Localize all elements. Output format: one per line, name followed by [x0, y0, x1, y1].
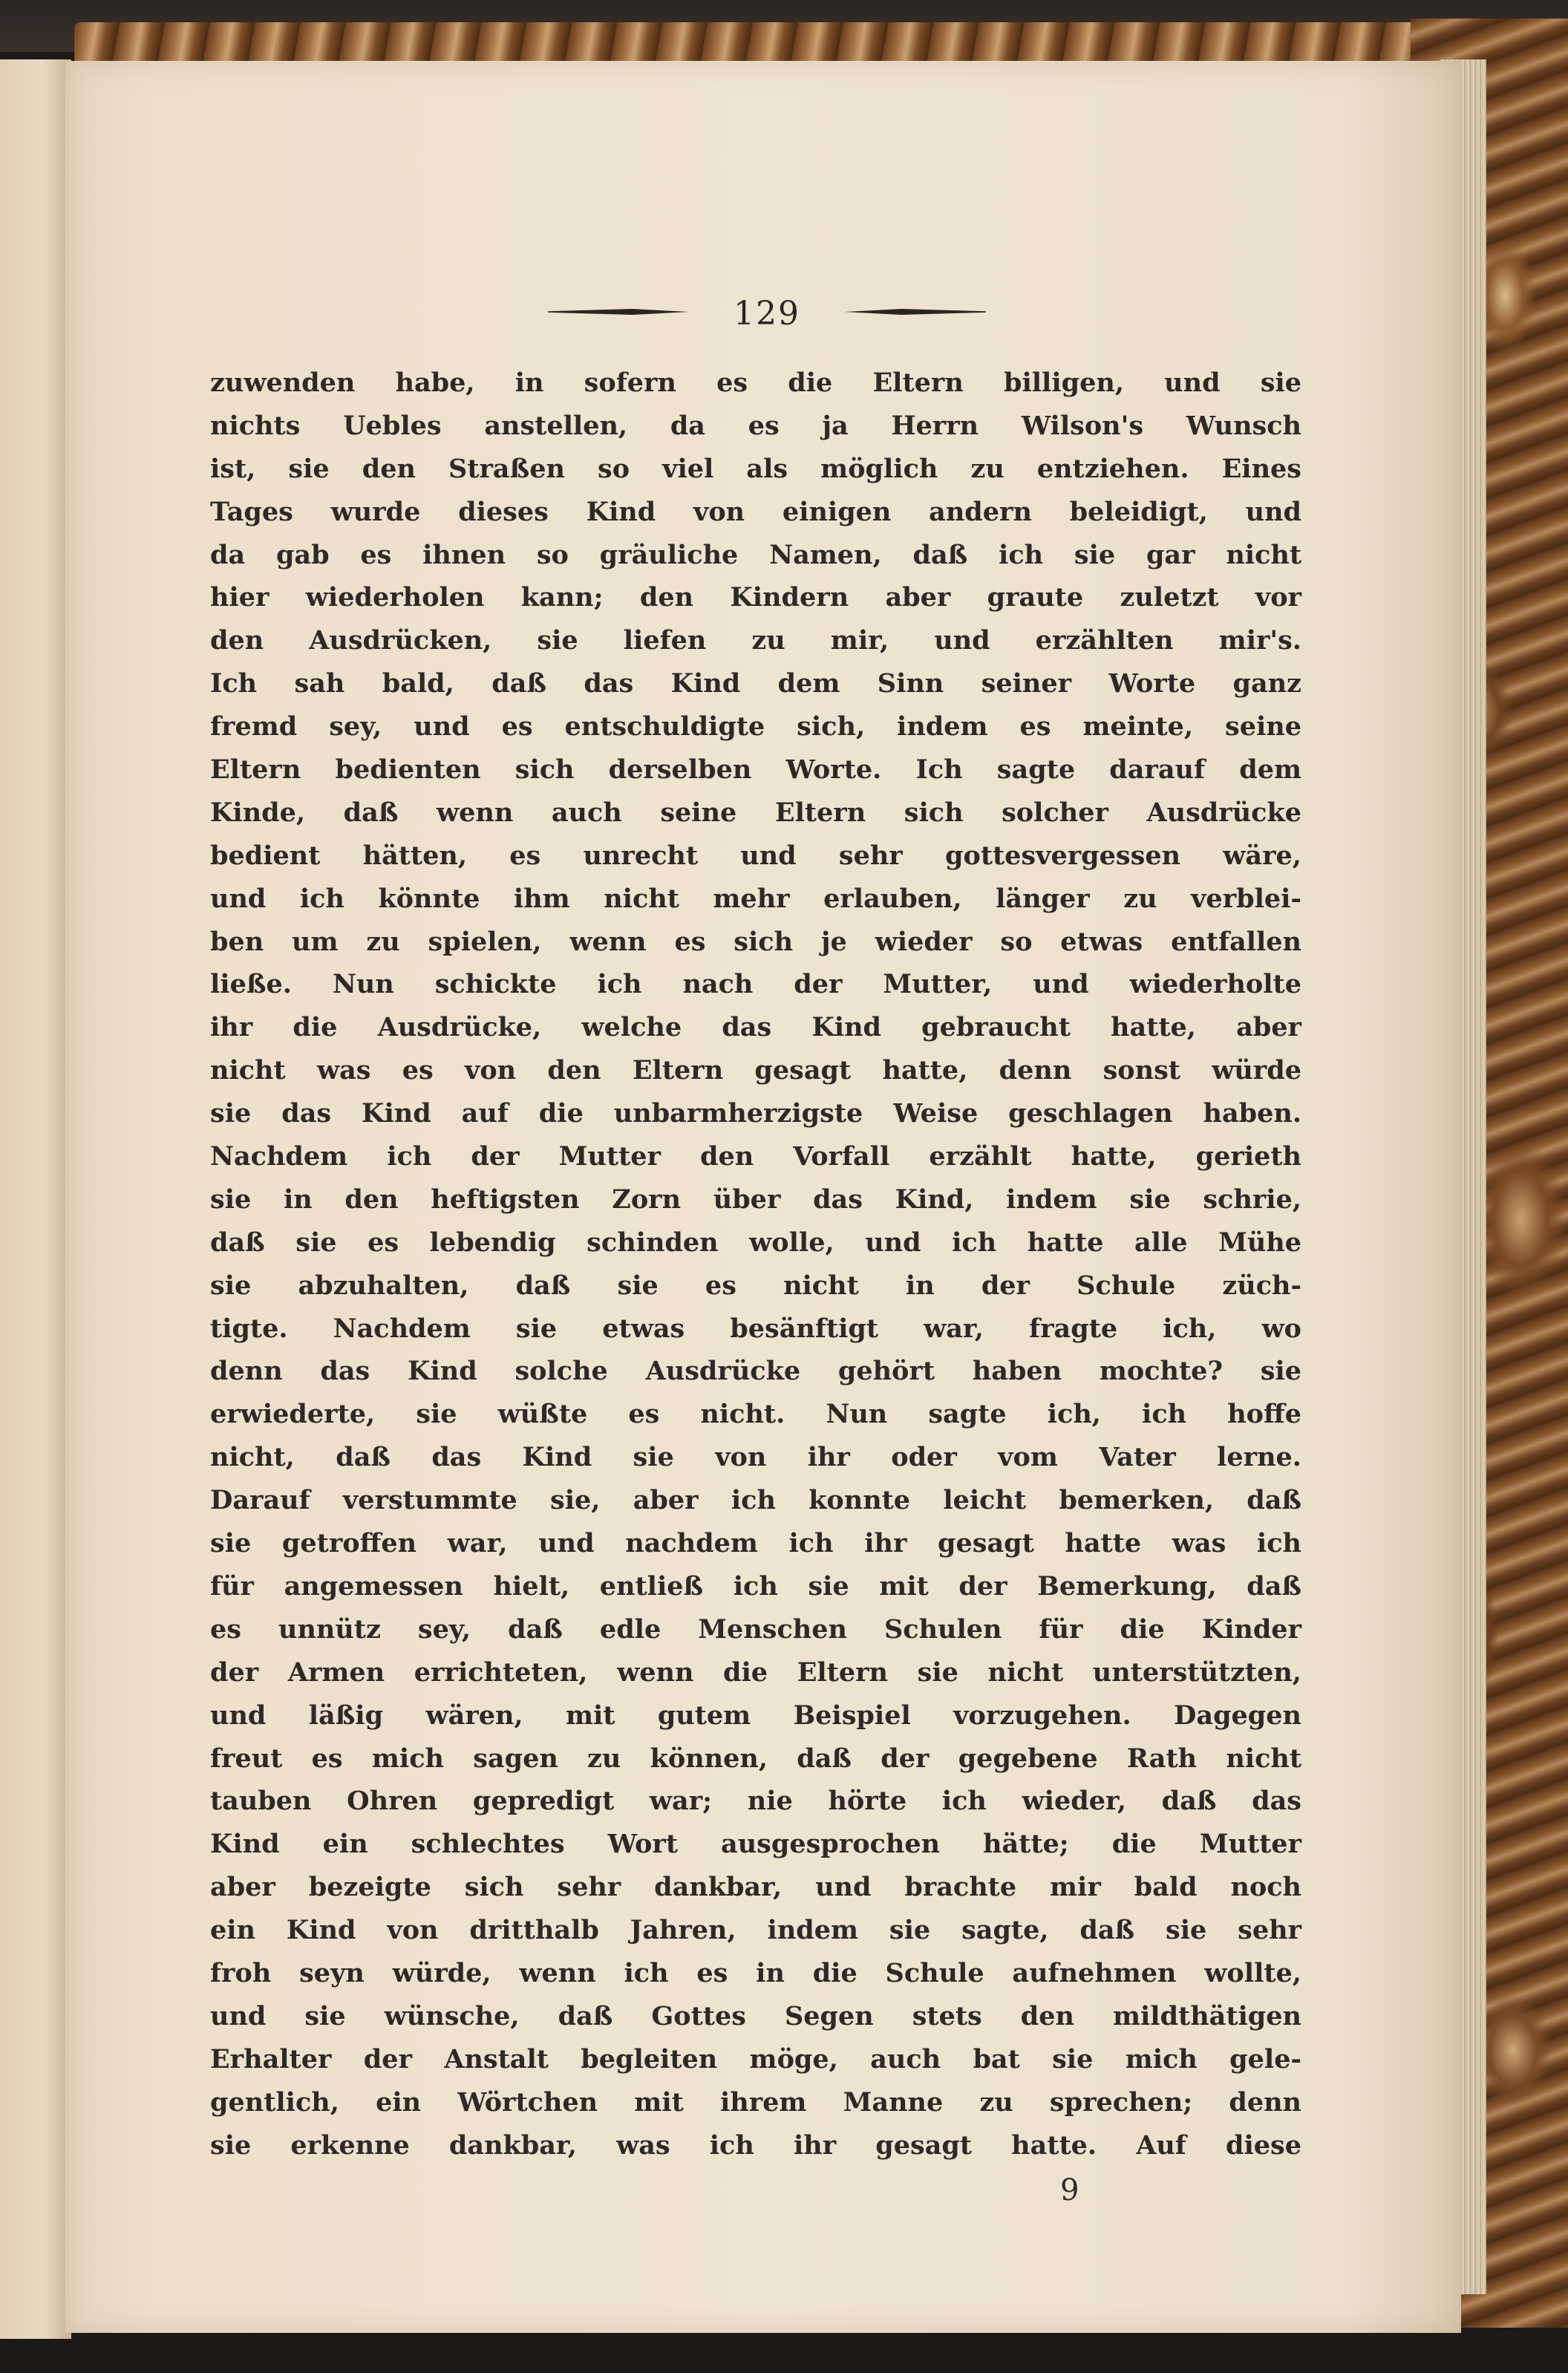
text-line: sie in den heftigsten Zorn über das Kind, indem sie schrie,: [210, 1184, 1301, 1215]
text-line: ihr die Ausdrücke, welche das Kind gebraucht hatte, aber: [210, 1012, 1301, 1043]
book-page: [65, 61, 1461, 2333]
text-line: für angemessen hielt, entließ ich sie mit der Bemerkung, daß: [210, 1570, 1301, 1602]
text-line: ist, sie den Straßen so viel als möglich zu entziehen. Eines: [210, 453, 1301, 484]
text-line: sie getroffen war, und nachdem ich ihr gesagt hatte was ich: [210, 1528, 1301, 1559]
header-ornament-left: [548, 309, 689, 315]
text-line: der Armen errichteten, wenn die Eltern sie nicht unterstützten,: [210, 1656, 1301, 1688]
text-line: erwiederte, sie wüßte es nicht. Nun sagte ich, ich hoffe: [210, 1399, 1301, 1430]
text-line: es unnütz sey, daß edle Menschen Schulen für die Kinder: [210, 1613, 1301, 1645]
body-text: [210, 362, 1301, 2167]
text-line: tauben Ohren gepredigt war; nie hörte ich wieder, daß das: [210, 1786, 1301, 1817]
text-line: nichts Uebles anstellen, da es ja Herrn Wilson's Wunsch: [210, 410, 1301, 441]
text-line: sie abzuhalten, daß sie es nicht in der Schule züch-: [210, 1270, 1301, 1301]
text-line: Erhalter der Anstalt begleiten möge, auch bat sie mich gele-: [210, 2043, 1301, 2075]
text-line: den Ausdrücken, sie liefen zu mir, und erzählten mir's.: [210, 625, 1301, 656]
text-line: und läßig wären, mit gutem Beispiel vorzugehen. Dagegen: [210, 1700, 1301, 1731]
text-line: ein Kind von dritthalb Jahren, indem sie sagte, daß sie sehr: [210, 1915, 1301, 1946]
text-line: denn das Kind solche Ausdrücke gehört haben mochte? sie: [210, 1356, 1301, 1387]
text-line: hier wiederholen kann; den Kindern aber graute zuletzt vor: [210, 582, 1301, 613]
text-line: da gab es ihnen so gräuliche Namen, daß ich sie gar nicht: [210, 539, 1301, 570]
text-line: froh seyn würde, wenn ich es in die Schule aufnehmen wollte,: [210, 1957, 1301, 1988]
text-line: Ich sah bald, daß das Kind dem Sinn seiner Worte ganz: [210, 668, 1301, 699]
text-line: Nachdem ich der Mutter den Vorfall erzählt hatte, gerieth: [210, 1141, 1301, 1172]
text-line: ben um zu spielen, wenn es sich je wieder so etwas entfallen: [210, 926, 1301, 957]
text-line: nicht, daß das Kind sie von ihr oder vom Vater lerne.: [210, 1442, 1301, 1473]
text-line: sie das Kind auf die unbarmherzigste Weise geschlagen haben.: [210, 1098, 1301, 1129]
text-line: Kinde, daß wenn auch seine Eltern sich solcher Ausdrücke: [210, 797, 1301, 828]
text-line: gentlich, ein Wörtchen mit ihrem Manne zu sprechen; denn: [210, 2086, 1301, 2118]
text-line: und sie wünsche, daß Gottes Segen stets den mildthätigen: [210, 2000, 1301, 2031]
page-header: [65, 295, 1461, 354]
text-line: Kind ein schlechtes Wort ausgesprochen hätte; die Mutter: [210, 1829, 1301, 1860]
text-line: bedient hätten, es unrecht und sehr gottesvergessen wäre,: [210, 840, 1301, 871]
text-line: tigte. Nachdem sie etwas besänftigt war, fragte ich, wo: [210, 1313, 1301, 1344]
text-line: nicht was es von den Eltern gesagt hatte, denn sonst würde: [210, 1055, 1301, 1086]
header-ornament-right: [845, 309, 986, 315]
text-line: fremd sey, und es entschuldigte sich, indem es meinte, seine: [210, 711, 1301, 742]
text-line: ließe. Nun schickte ich nach der Mutter, und wiederholte: [210, 969, 1301, 1000]
previous-page-edge: [0, 59, 71, 2339]
page-number: 129: [734, 295, 800, 333]
text-line: sie erkenne dankbar, was ich ihr gesagt hatte. Auf diese: [210, 2129, 1301, 2161]
text-line: aber bezeigte sich sehr dankbar, und brachte mir bald noch: [210, 1872, 1301, 1903]
signature-mark: 9: [1060, 2173, 1079, 2207]
text-line: und ich könnte ihm nicht mehr erlauben, länger zu verblei-: [210, 883, 1301, 914]
text-line: daß sie es lebendig schinden wolle, und ich hatte alle Mühe: [210, 1227, 1301, 1258]
text-line: Darauf verstummte sie, aber ich konnte leicht bemerken, daß: [210, 1485, 1301, 1516]
text-line: zuwenden habe, in sofern es die Eltern billigen, und sie: [210, 368, 1301, 398]
text-line: freut es mich sagen zu können, daß der gegebene Rath nicht: [210, 1743, 1301, 1774]
text-line: Eltern bedienten sich derselben Worte. Ich sagte darauf dem: [210, 754, 1301, 786]
text-line: Tages wurde dieses Kind von einigen andern beleidigt, und: [210, 496, 1301, 527]
